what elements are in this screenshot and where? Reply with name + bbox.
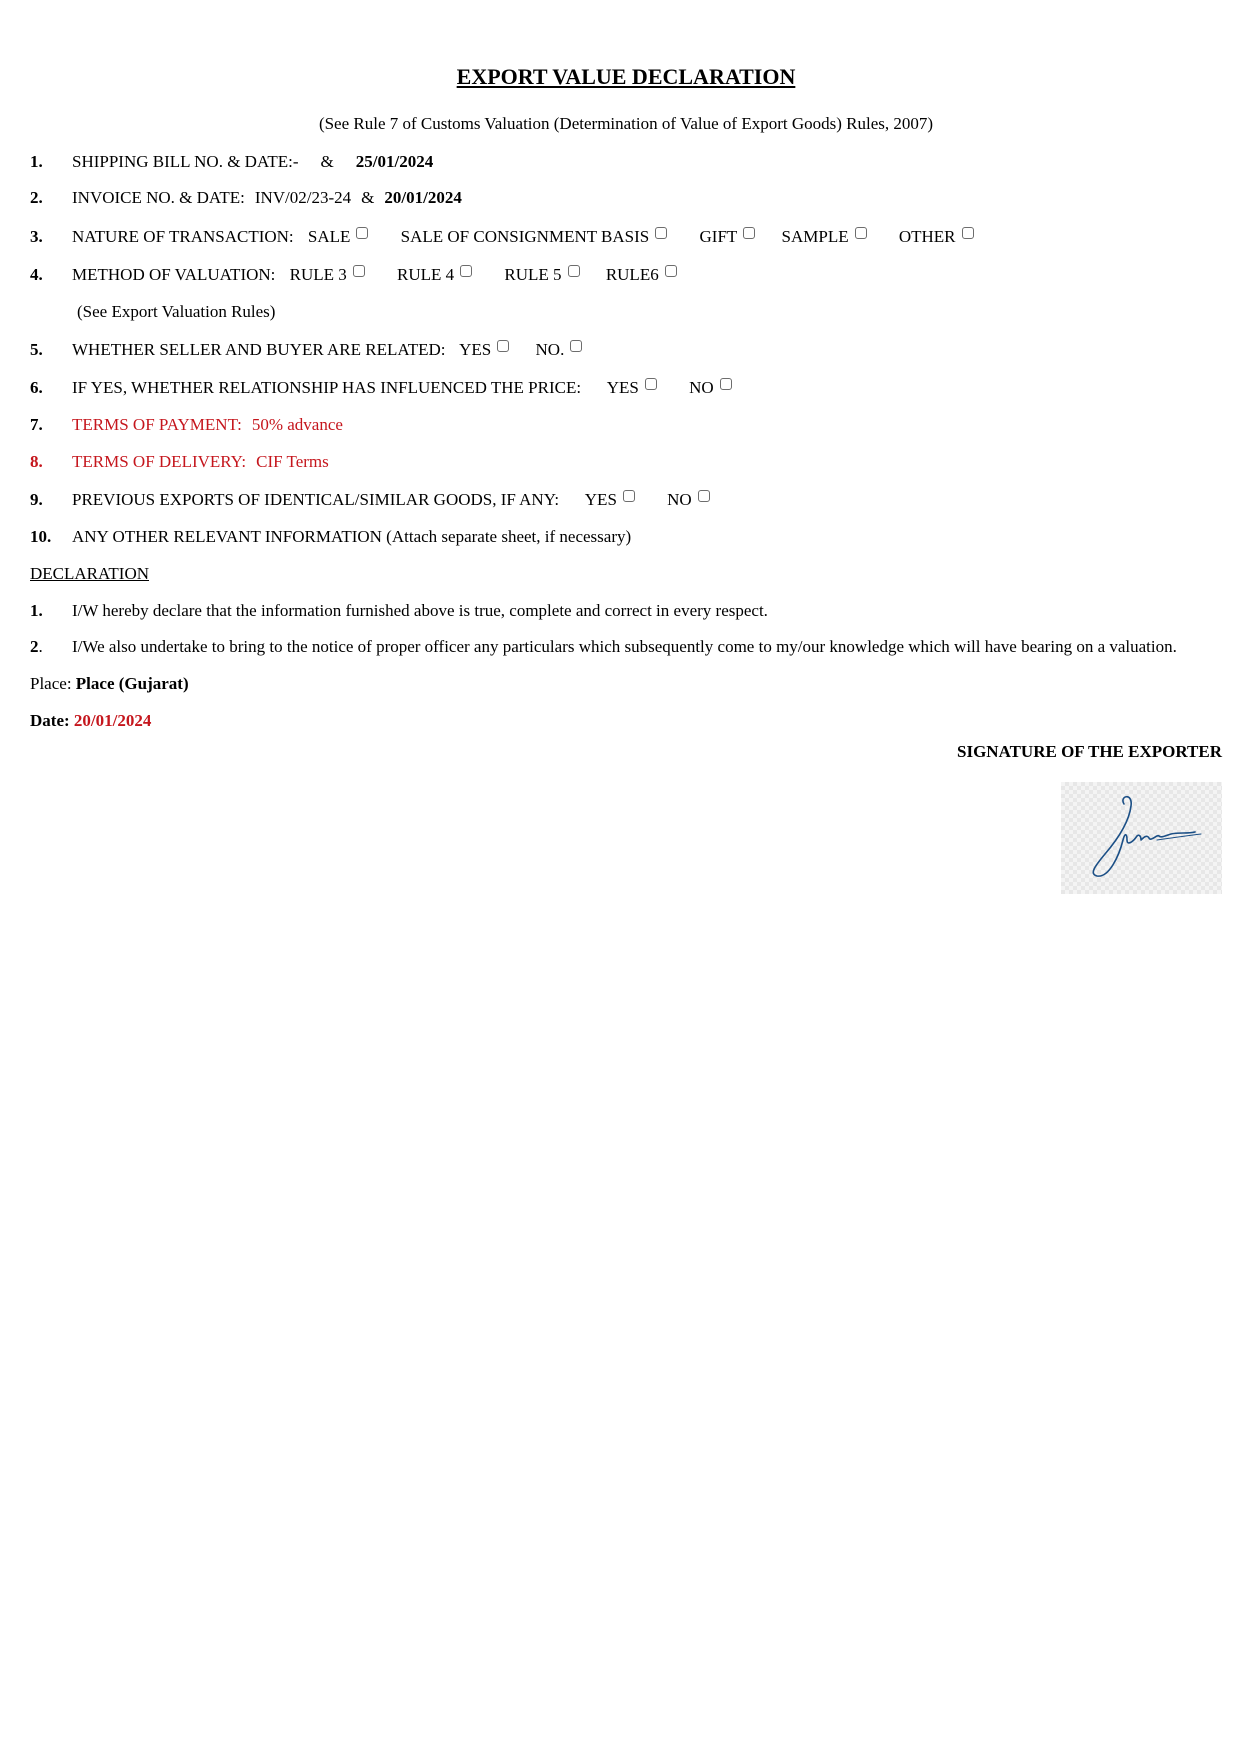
payment-terms-value: 50% advance: [251, 415, 343, 434]
signature-label: SIGNATURE OF THE EXPORTER: [957, 742, 1222, 761]
item-label: SHIPPING BILL NO. & DATE:-: [72, 152, 299, 171]
item-label: TERMS OF PAYMENT:: [72, 415, 242, 434]
option-label: YES: [459, 340, 492, 359]
rule4-checkbox[interactable]: [460, 265, 472, 277]
option-label: NO.: [535, 340, 565, 359]
declaration-item-1: [30, 600, 768, 622]
declaration-text: I/W hereby declare that the information furnished above is true, complete and correct in every respect.: [72, 601, 768, 620]
page-subtitle: (See Rule 7 of Customs Valuation (Determination of Value of Export Goods) Rules, 2007): [318, 114, 934, 133]
other-checkbox[interactable]: [962, 227, 974, 239]
item-label: PREVIOUS EXPORTS OF IDENTICAL/SIMILAR GOODS, IF ANY:: [72, 490, 560, 509]
option-label: RULE 5: [504, 265, 562, 284]
sample-checkbox[interactable]: [855, 227, 867, 239]
related-yes-checkbox[interactable]: [497, 340, 509, 352]
item-2: [30, 187, 462, 209]
item-1: [30, 151, 433, 173]
ampersand: &: [361, 188, 375, 207]
item-number: 8.: [30, 452, 43, 471]
signature-image: [1061, 782, 1222, 894]
option-label: OTHER: [898, 227, 956, 246]
previous-no-checkbox[interactable]: [698, 490, 710, 502]
date-line: [30, 710, 151, 732]
previous-yes-checkbox[interactable]: [623, 490, 635, 502]
item-number: 10.: [30, 527, 52, 546]
item-number: 2: [30, 637, 39, 656]
influenced-no-checkbox[interactable]: [720, 378, 732, 390]
place-value: Place (Gujarat): [75, 674, 189, 693]
item-4: [30, 264, 677, 286]
item-10: [30, 526, 631, 548]
ampersand: &: [320, 152, 334, 171]
option-label: SALE OF CONSIGNMENT BASIS: [400, 227, 650, 246]
item-number: 9.: [30, 490, 43, 509]
option-label: RULE 3: [289, 265, 347, 284]
item-number: 6.: [30, 378, 43, 397]
rule5-checkbox[interactable]: [568, 265, 580, 277]
item-number-dot: .: [38, 637, 43, 656]
option-label: YES: [606, 378, 639, 397]
option-label: RULE 4: [397, 265, 455, 284]
option-label: RULE6: [605, 265, 659, 284]
option-label: SAMPLE: [781, 227, 849, 246]
option-label: GIFT: [699, 227, 738, 246]
place-line: [30, 673, 189, 695]
invoice-number: INV/02/23-24: [254, 188, 352, 207]
item-3: [30, 226, 974, 248]
date-value: 20/01/2024: [73, 711, 152, 730]
page-title: EXPORT VALUE DECLARATION: [456, 64, 796, 89]
item-7: [30, 414, 343, 436]
item-8: [30, 451, 329, 473]
item-number: 7.: [30, 415, 43, 434]
item-6: [30, 377, 732, 399]
place-label: Place:: [30, 674, 72, 693]
gift-checkbox[interactable]: [743, 227, 755, 239]
option-label: YES: [584, 490, 617, 509]
item-label: ANY OTHER RELEVANT INFORMATION (Attach separate sheet, if necessary): [72, 527, 632, 546]
item-label: INVOICE NO. & DATE:: [72, 188, 245, 207]
option-label: SALE: [307, 227, 351, 246]
declaration-text: I/We also undertake to bring to the notice of proper officer any particulars which subsequently come to my/our knowledge which will have bearing on a valuation.: [72, 637, 1177, 656]
invoice-date: 20/01/2024: [384, 188, 462, 207]
item-label: WHETHER SELLER AND BUYER ARE RELATED:: [72, 340, 446, 359]
signature-drawing: [1061, 782, 1222, 894]
item-number: 1.: [30, 601, 43, 620]
consignment-checkbox[interactable]: [655, 227, 667, 239]
item-number-wrap: [30, 636, 72, 658]
option-label: NO: [667, 490, 692, 509]
item-label: NATURE OF TRANSACTION:: [72, 227, 294, 246]
item-number: 3.: [30, 227, 43, 246]
item-number: 1.: [30, 152, 43, 171]
delivery-terms-value: CIF Terms: [256, 452, 329, 471]
rule6-checkbox[interactable]: [665, 265, 677, 277]
item-label: IF YES, WHETHER RELATIONSHIP HAS INFLUENCED THE PRICE:: [72, 378, 582, 397]
item-label: TERMS OF DELIVERY:: [72, 452, 247, 471]
shipping-bill-date: 25/01/2024: [355, 152, 434, 171]
declaration-heading: DECLARATION: [30, 564, 149, 583]
declaration-item-2: [30, 636, 1177, 658]
rule3-checkbox[interactable]: [353, 265, 365, 277]
date-label: Date:: [30, 711, 70, 730]
item-label: METHOD OF VALUATION:: [72, 265, 276, 284]
item-9: [30, 489, 710, 511]
item-number: 5.: [30, 340, 43, 359]
item-number: 2.: [30, 188, 43, 207]
influenced-yes-checkbox[interactable]: [645, 378, 657, 390]
related-no-checkbox[interactable]: [570, 340, 582, 352]
item-5: [30, 339, 582, 361]
sale-checkbox[interactable]: [356, 227, 368, 239]
item-number: 4.: [30, 265, 43, 284]
valuation-note: (See Export Valuation Rules): [77, 302, 276, 321]
option-label: NO: [689, 378, 714, 397]
